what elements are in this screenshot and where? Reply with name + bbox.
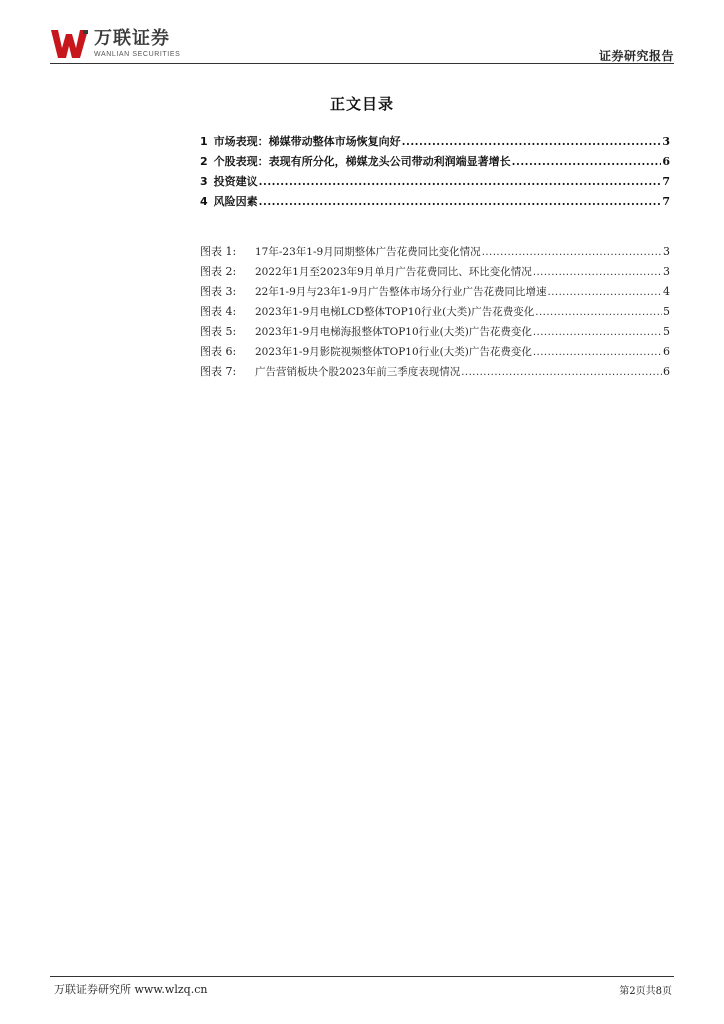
- toc-entry-page: 7: [662, 175, 670, 188]
- figure-entry-prefix: 图表 7:: [200, 365, 237, 378]
- figure-entry-page: 5: [663, 305, 670, 318]
- toc-entry-page: 3: [662, 135, 670, 148]
- toc-entry-number: 4: [200, 195, 208, 208]
- figure-entry-label: 22年1-9月与23年1-9月广告整体市场分行业广告花费同比增速: [255, 286, 547, 298]
- toc-title: 正文目录: [329, 95, 394, 113]
- figure-entry-page: 3: [663, 265, 670, 278]
- dot-leader: [259, 195, 662, 208]
- toc-entry-number: 2: [200, 155, 208, 168]
- figure-entry[interactable]: [200, 303, 670, 323]
- figure-entry[interactable]: [200, 323, 670, 343]
- figure-entry-prefix: 图表 5:: [200, 325, 237, 338]
- toc-entry-label: 个股表现：表现有所分化，梯媒龙头公司带动利润端显著增长: [213, 155, 511, 168]
- figure-entry[interactable]: [200, 343, 670, 363]
- company-logo: [50, 28, 180, 62]
- toc-entry[interactable]: [200, 193, 670, 213]
- figure-entry-label: 17年-23年1-9月同期整体广告花费同比变化情况: [255, 246, 481, 258]
- figure-entry[interactable]: [200, 263, 670, 283]
- dot-leader: [402, 135, 662, 148]
- figure-entry-page: 4: [663, 285, 670, 298]
- toc-entry-label: 投资建议: [213, 175, 258, 188]
- figure-entry-page: 3: [663, 245, 670, 258]
- figure-entry-prefix: 图表 6:: [200, 345, 237, 358]
- footer-divider: [50, 976, 674, 977]
- dot-leader: [482, 247, 662, 258]
- dot-leader: [548, 287, 662, 298]
- footer-page-number: 第2页共8页: [619, 986, 672, 997]
- dot-leader: [533, 327, 662, 338]
- page-header: [50, 28, 674, 64]
- toc-entry-label: 风险因素: [213, 195, 258, 208]
- logo-english-name: WANLIAN SECURITIES: [94, 51, 181, 58]
- figure-entry-page: 6: [663, 365, 670, 378]
- figure-entry-prefix: 图表 3:: [200, 285, 237, 298]
- figure-entry-prefix: 图表 1:: [200, 245, 237, 258]
- footer-institute: 万联证券研究所 www.wlzq.cn: [54, 983, 208, 996]
- toc-entry[interactable]: [200, 133, 670, 153]
- figure-entry-label: 2023年1-9月电梯LCD整体TOP10行业(大类)广告花费变化: [255, 306, 535, 318]
- toc-entry-number: 1: [200, 135, 208, 148]
- dot-leader: [533, 347, 662, 358]
- figure-entry[interactable]: [200, 283, 670, 303]
- figure-list: [200, 243, 670, 383]
- toc-entry-page: 7: [662, 195, 670, 208]
- toc-entry[interactable]: [200, 173, 670, 193]
- dot-leader: [512, 155, 662, 168]
- figure-entry[interactable]: [200, 243, 670, 263]
- toc-entry-page: 6: [662, 155, 670, 168]
- header-divider: [50, 63, 674, 64]
- figure-entry-label: 2023年1-9月电梯海报整体TOP10行业(大类)广告花费变化: [255, 326, 532, 338]
- figure-entry[interactable]: [200, 363, 670, 383]
- figure-entry-prefix: 图表 4:: [200, 305, 237, 318]
- dot-leader: [535, 307, 662, 318]
- wanlian-logo-icon: [50, 28, 90, 60]
- toc-entry-label: 市场表现：梯媒带动整体市场恢复向好: [213, 135, 401, 148]
- figure-entry-label: 2023年1-9月影院视频整体TOP10行业(大类)广告花费变化: [255, 346, 532, 358]
- figure-entry-prefix: 图表 2:: [200, 265, 237, 278]
- figure-entry-page: 5: [663, 325, 670, 338]
- figure-entry-label: 广告营销板块个股2023年前三季度表现情况: [255, 366, 461, 378]
- figure-entry-page: 6: [663, 345, 670, 358]
- figure-entry-label: 2022年1月至2023年9月单月广告花费同比、环比变化情况: [255, 266, 532, 278]
- logo-chinese-name: 万联证券: [94, 28, 170, 49]
- dot-leader: [259, 175, 662, 188]
- toc-list: [200, 133, 670, 213]
- toc-entry[interactable]: [200, 153, 670, 173]
- dot-leader: [533, 267, 662, 278]
- report-type-label: 证券研究报告: [598, 49, 674, 63]
- toc-entry-number: 3: [200, 175, 208, 188]
- dot-leader: [461, 367, 662, 378]
